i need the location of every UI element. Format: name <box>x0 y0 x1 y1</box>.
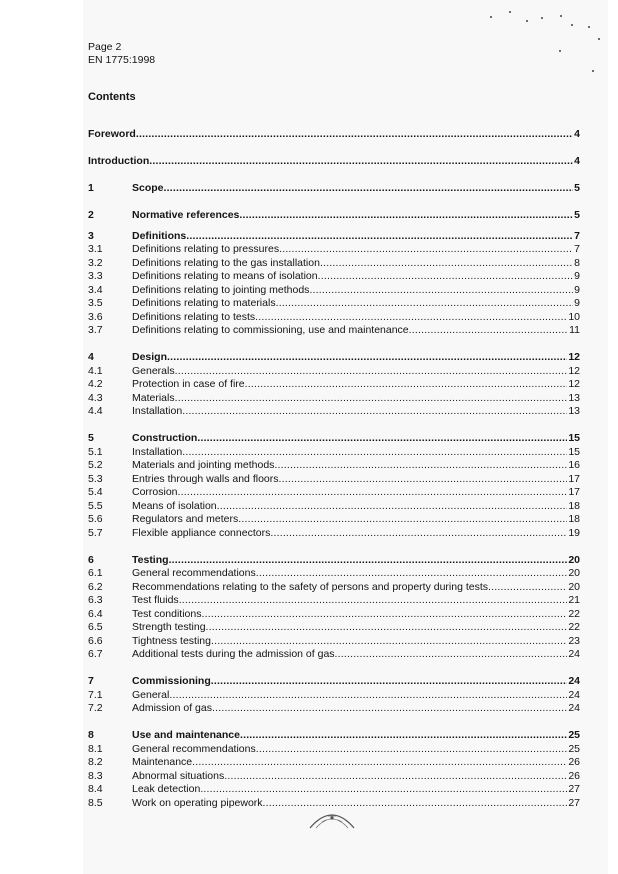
toc-entry-page: 9 <box>574 270 580 282</box>
toc-entry-title: Entries through walls and floors <box>132 472 279 485</box>
toc-entry-number: 7 <box>88 675 94 687</box>
toc-entry-page: 11 <box>569 324 580 336</box>
dot-leader <box>197 432 567 446</box>
toc-subsection-5.3[interactable] <box>88 473 580 487</box>
toc-entry-page: 13 <box>568 391 580 404</box>
scan-speck <box>598 38 600 40</box>
toc-entry-page: 15 <box>568 432 580 444</box>
toc-entry-number: 3.2 <box>88 256 103 269</box>
toc-entry-title: Introduction <box>88 155 150 167</box>
dot-leader <box>182 405 567 419</box>
toc-entry-page: 17 <box>568 472 580 485</box>
toc-entry-title: Means of isolation <box>132 499 217 512</box>
dot-leader <box>169 689 567 703</box>
spacer <box>88 142 580 156</box>
toc-subsection-3.3[interactable] <box>88 270 580 284</box>
toc-section-8[interactable] <box>88 729 580 743</box>
scan-speck <box>588 26 590 28</box>
dot-leader <box>164 182 574 196</box>
toc-entry-number: 4 <box>88 351 94 363</box>
toc-subsection-6.4[interactable] <box>88 608 580 622</box>
toc-entry-page: 20 <box>568 580 580 593</box>
toc-entry-number: 3 <box>88 229 94 242</box>
toc-entry-title: Definitions relating to commissioning, use and maintenance <box>132 324 409 336</box>
toc-subsection-6.5[interactable] <box>88 621 580 635</box>
toc-subsection-3.7[interactable] <box>88 324 580 338</box>
toc-entry-page: 25 <box>568 742 580 755</box>
toc-entry-number: 6.4 <box>88 607 103 620</box>
toc-entry-number: 6.2 <box>88 580 103 593</box>
toc-entry-title: Definitions relating to the gas installation <box>132 256 320 269</box>
toc-section-6[interactable] <box>88 554 580 568</box>
toc-sections <box>88 182 580 810</box>
toc-entry-page: 13 <box>568 405 580 417</box>
toc-entry-page: 16 <box>568 459 580 471</box>
toc-entry-title: Definitions relating to pressures <box>132 243 280 255</box>
toc-subsection-4.3[interactable] <box>88 392 580 406</box>
toc-entry-page: 22 <box>568 621 580 633</box>
toc-entry-title: Maintenance <box>132 756 193 768</box>
toc-entry-title: Normative references <box>132 209 240 221</box>
toc-entry-page: 8 <box>574 256 580 269</box>
toc-entry-page: 15 <box>568 445 580 458</box>
stamp-seal-icon <box>308 806 356 830</box>
toc-subsection-3.1[interactable] <box>88 243 580 257</box>
dot-leader <box>409 324 568 338</box>
toc-entry-title: Additional tests during the admission of gas <box>132 648 335 660</box>
toc-entry-page: 24 <box>568 688 580 701</box>
toc-subsection-6.7[interactable] <box>88 648 580 662</box>
spacer <box>88 223 580 230</box>
toc-subsection-3.2[interactable] <box>88 257 580 271</box>
toc-entry-number: 5.7 <box>88 526 103 539</box>
toc-entry-title: Generals <box>132 364 175 377</box>
scan-speck <box>509 11 511 13</box>
spacer <box>88 338 580 352</box>
toc-entry-number: 8.5 <box>88 796 103 809</box>
dot-leader <box>200 783 567 797</box>
toc-entry-number: 5.4 <box>88 486 103 498</box>
toc-entry-page: 20 <box>568 567 580 579</box>
spacer <box>88 540 580 554</box>
toc-entry-number: 3.5 <box>88 297 103 309</box>
toc-entry-page: 4 <box>574 128 580 140</box>
contents-title: Contents <box>88 91 136 103</box>
toc-entry-number: 5.5 <box>88 499 103 512</box>
toc-subsection-5.4[interactable] <box>88 486 580 500</box>
toc-entry-page: 9 <box>574 283 580 296</box>
toc-entry-number: 6.1 <box>88 567 103 579</box>
toc-subsection-3.4[interactable] <box>88 284 580 298</box>
toc-section-3[interactable] <box>88 230 580 244</box>
toc-entry-title: Scope <box>132 182 164 194</box>
toc-entry-number: 4.1 <box>88 364 103 377</box>
toc-entry-title: Installation <box>132 405 183 417</box>
dot-leader <box>136 128 573 142</box>
toc-entry-title: Test fluids <box>132 594 179 606</box>
toc-entry-title: Design <box>132 351 168 363</box>
toc-subsection-5.5[interactable] <box>88 500 580 514</box>
toc-entry-title: Use and maintenance <box>132 729 240 741</box>
toc-entry-page: 21 <box>568 594 580 606</box>
toc-entry-number: 3.1 <box>88 243 103 255</box>
scan-speck <box>559 50 561 52</box>
toc-entry-title: General recommendations <box>132 742 256 755</box>
dot-leader <box>255 311 567 325</box>
toc-subsection-6.2[interactable] <box>88 581 580 595</box>
toc-entry-title: Recommendations relating to the safety of persons and property during tests <box>132 580 489 593</box>
toc-entry-title: Installation <box>132 445 183 458</box>
toc-subsection-7.1[interactable] <box>88 689 580 703</box>
dot-leader <box>279 243 573 257</box>
table-of-contents <box>88 128 580 810</box>
dot-leader <box>245 378 568 392</box>
toc-entry-page: 9 <box>574 297 580 309</box>
toc-entry-page: 19 <box>568 526 580 539</box>
toc-entry-title: Strength testing <box>132 621 206 633</box>
toc-subsection-8.3[interactable] <box>88 770 580 784</box>
toc-entry-title: Definitions relating to means of isolation <box>132 270 318 282</box>
toc-entry-title: Definitions relating to tests <box>132 310 256 323</box>
toc-entry-title: Admission of gas <box>132 702 212 714</box>
toc-subsection-6.1[interactable] <box>88 567 580 581</box>
toc-section-5[interactable] <box>88 432 580 446</box>
toc-entry-number: 3.6 <box>88 310 103 323</box>
toc-subsection-5.7[interactable] <box>88 527 580 541</box>
dot-leader <box>270 527 567 541</box>
toc-entry-page: 4 <box>574 155 580 167</box>
toc-entry-number: 3.3 <box>88 270 103 282</box>
toc-subsection-6.3[interactable] <box>88 594 580 608</box>
toc-subsection-4.1[interactable] <box>88 365 580 379</box>
toc-subsection-5.1[interactable] <box>88 446 580 460</box>
dot-leader <box>206 621 568 635</box>
toc-entry-title: Leak detection <box>132 783 201 795</box>
scan-speck <box>490 16 492 18</box>
spacer <box>88 716 580 730</box>
toc-entry-title: Flexible appliance connectors <box>132 526 271 539</box>
toc-entry-number: 8.4 <box>88 783 103 795</box>
toc-entry-number: 5 <box>88 432 94 444</box>
toc-entry-number: 7.2 <box>88 702 103 714</box>
toc-entry-title: Work on operating pipework <box>132 796 263 809</box>
dot-leader <box>320 257 573 271</box>
dot-leader <box>211 675 568 689</box>
toc-entry-title: General <box>132 688 170 701</box>
dot-leader <box>279 473 568 487</box>
toc-entry-number: 6 <box>88 553 94 566</box>
toc-entry-page: 12 <box>568 364 580 377</box>
toc-entry-page: 18 <box>568 513 580 525</box>
spacer <box>88 662 580 676</box>
toc-subsection-8.4[interactable] <box>88 783 580 797</box>
dot-leader <box>179 594 568 608</box>
dot-leader <box>224 770 567 784</box>
dot-leader <box>256 743 568 757</box>
page-label: Page 2 <box>88 41 122 53</box>
dot-leader <box>217 500 568 514</box>
toc-subsection-3.6[interactable] <box>88 311 580 325</box>
toc-entry-number: 8.2 <box>88 756 103 768</box>
toc-entry-page: 24 <box>568 648 580 660</box>
dot-leader <box>240 729 567 743</box>
toc-subsection-4.2[interactable] <box>88 378 580 392</box>
toc-entry-page: 5 <box>574 182 580 194</box>
toc-subsection-8.2[interactable] <box>88 756 580 770</box>
toc-subsection-4.4[interactable] <box>88 405 580 419</box>
dot-leader <box>256 567 568 581</box>
toc-entry-number: 6.7 <box>88 648 103 660</box>
toc-entry-page: 5 <box>574 209 580 221</box>
toc-entry-title: Tightness testing <box>132 634 211 647</box>
spacer <box>88 419 580 433</box>
page-header <box>88 41 155 67</box>
toc-entry-title: Materials <box>132 391 175 404</box>
dot-leader <box>186 230 573 244</box>
toc-entry-page: 7 <box>574 243 580 255</box>
scan-speck <box>571 24 573 26</box>
spacer <box>88 169 580 183</box>
toc-entry-page: 12 <box>568 378 580 390</box>
toc-entry-number: 8.1 <box>88 742 103 755</box>
toc-entry-introduction[interactable] <box>88 155 580 169</box>
toc-entry-number: 4.3 <box>88 391 103 404</box>
toc-entry-page: 27 <box>568 796 580 809</box>
toc-entry-title: Definitions <box>132 229 187 242</box>
toc-entry-number: 5.1 <box>88 445 103 458</box>
toc-entry-number: 8.3 <box>88 769 103 782</box>
dot-leader <box>201 608 567 622</box>
toc-entry-number: 5.2 <box>88 459 103 471</box>
toc-entry-title: Regulators and meters <box>132 513 239 525</box>
toc-subsection-6.6[interactable] <box>88 635 580 649</box>
toc-entry-title: Foreword <box>88 128 136 140</box>
toc-section-2[interactable] <box>88 209 580 223</box>
toc-entry-title: Definitions relating to materials <box>132 297 276 309</box>
dot-leader <box>175 365 568 379</box>
dot-leader <box>276 297 574 311</box>
dot-leader <box>175 392 568 406</box>
dot-leader <box>167 351 567 365</box>
toc-entry-page: 7 <box>574 229 580 242</box>
dot-leader <box>211 635 567 649</box>
dot-leader <box>178 486 568 500</box>
toc-subsection-5.6[interactable] <box>88 513 580 527</box>
toc-entry-foreword[interactable] <box>88 128 580 142</box>
toc-entry-page: 23 <box>568 634 580 647</box>
toc-subsection-5.2[interactable] <box>88 459 580 473</box>
toc-entry-title: Corrosion <box>132 486 178 498</box>
toc-entry-number: 5.6 <box>88 513 103 525</box>
scan-speck <box>560 15 562 17</box>
toc-entry-page: 18 <box>568 499 580 512</box>
dot-leader <box>192 756 567 770</box>
toc-entry-number: 2 <box>88 209 94 221</box>
scan-speck <box>526 20 528 22</box>
toc-section-7[interactable] <box>88 675 580 689</box>
toc-entry-title: Definitions relating to jointing methods <box>132 283 310 296</box>
toc-entry-page: 25 <box>568 729 580 741</box>
toc-entry-title: Commissioning <box>132 675 211 687</box>
dot-leader <box>212 702 567 716</box>
dot-leader <box>182 446 567 460</box>
toc-entry-page: 26 <box>568 756 580 768</box>
toc-entry-title: General recommendations <box>132 567 256 579</box>
toc-entry-page: 12 <box>568 351 580 363</box>
toc-entry-number: 3.7 <box>88 324 103 336</box>
toc-entry-number: 6.5 <box>88 621 103 633</box>
toc-entry-page: 22 <box>568 607 580 620</box>
toc-subsection-7.2[interactable] <box>88 702 580 716</box>
dot-leader <box>309 284 573 298</box>
toc-entry-title: Construction <box>132 432 198 444</box>
toc-subsection-8.1[interactable] <box>88 743 580 757</box>
toc-entry-number: 8 <box>88 729 94 741</box>
toc-entry-page: 10 <box>568 310 580 323</box>
standard-number: EN 1775:1998 <box>88 54 156 66</box>
toc-entry-page: 24 <box>568 702 580 714</box>
dot-leader <box>239 209 573 223</box>
toc-entry-number: 6.6 <box>88 634 103 647</box>
toc-entry-number: 6.3 <box>88 594 103 606</box>
toc-entry-number: 5.3 <box>88 472 103 485</box>
toc-section-4[interactable] <box>88 351 580 365</box>
toc-entry-number: 7.1 <box>88 688 103 701</box>
dot-leader <box>238 513 567 527</box>
toc-entry-title: Protection in case of fire <box>132 378 245 390</box>
toc-entry-number: 4.2 <box>88 378 103 390</box>
toc-entry-page: 26 <box>568 769 580 782</box>
dot-leader <box>335 648 568 662</box>
toc-entry-title: Abnormal situations <box>132 769 225 782</box>
dot-leader <box>169 554 568 568</box>
toc-entry-title: Testing <box>132 553 169 566</box>
dot-leader <box>274 459 567 473</box>
spacer <box>88 196 580 210</box>
toc-entry-title: Materials and jointing methods <box>132 459 275 471</box>
toc-subsection-3.5[interactable] <box>88 297 580 311</box>
scan-speck <box>592 70 594 72</box>
dot-leader <box>149 155 573 169</box>
dot-leader <box>488 581 567 595</box>
toc-entry-page: 20 <box>568 553 580 566</box>
toc-entry-number: 4.4 <box>88 405 103 417</box>
toc-entry-page: 17 <box>568 486 580 498</box>
toc-entry-page: 27 <box>568 783 580 795</box>
dot-leader <box>318 270 574 284</box>
toc-entry-page: 24 <box>568 675 580 687</box>
toc-entry-title: Test conditions <box>132 607 202 620</box>
toc-entry-number: 1 <box>88 182 94 194</box>
scan-speck <box>541 17 543 19</box>
toc-section-1[interactable] <box>88 182 580 196</box>
toc-entry-number: 3.4 <box>88 283 103 296</box>
